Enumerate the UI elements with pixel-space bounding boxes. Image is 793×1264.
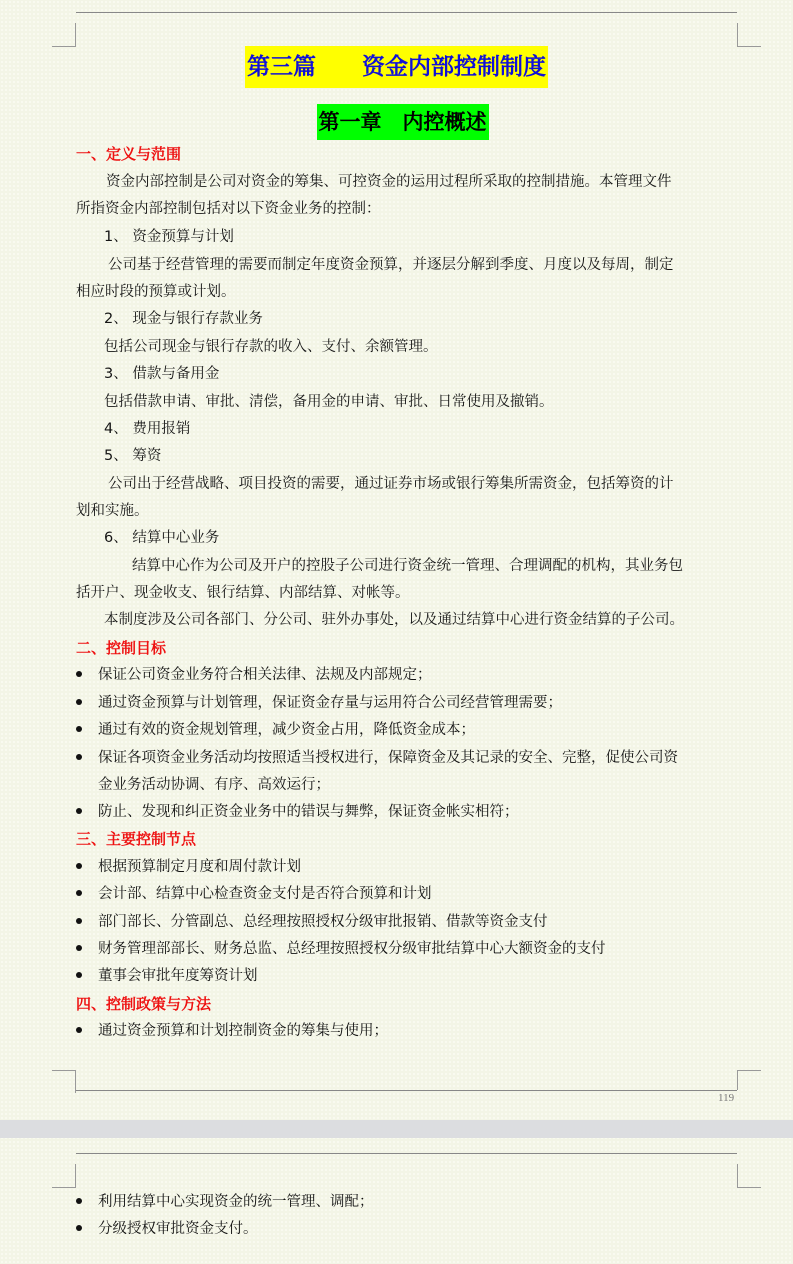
bullet-item <box>76 966 258 986</box>
paragraph-line: 资金内部控制是公司对资金的筹集、可控资金的运用过程所采取的控制措施。本管理文件 <box>106 174 672 190</box>
bullet-text: 部门部长、分管副总、总经理按照授权分级审批报销、借款等资金支付 <box>98 914 548 930</box>
chapter-title-row <box>0 104 793 140</box>
bullet-icon <box>76 945 82 951</box>
crop-mark-bottom-right-h <box>737 1070 761 1071</box>
paragraph-line: 包括借款申请、审批、清偿，备用金的申请、审批、日常使用及撤销。 <box>104 394 554 410</box>
bullet-text: 根据预算制定月度和周付款计划 <box>98 859 301 875</box>
bullet-item <box>76 912 548 932</box>
bullet-item <box>76 802 519 822</box>
bullet-item <box>76 720 475 740</box>
bullet-text: 分级授权审批资金支付。 <box>98 1221 258 1237</box>
bullet-item <box>76 748 678 768</box>
bullet-text: 保证各项资金业务活动均按照适当授权进行，保障资金及其记录的安全、完整，促使公司资 <box>98 750 678 766</box>
list-item-title: 6、 结算中心业务 <box>104 530 220 546</box>
bullet-text: 董事会审批年度筹资计划 <box>98 968 258 984</box>
crop-mark-top-left-v <box>75 23 76 46</box>
bullet-text: 财务管理部部长、财务总监、总经理按照授权分级审批结算中心大额资金的支付 <box>98 941 606 957</box>
bullet-item <box>76 939 606 959</box>
section-heading-control-objectives: 二、控制目标 <box>76 639 167 657</box>
bullet-text: 通过有效的资金规划管理，减少资金占用，降低资金成本； <box>98 722 475 738</box>
section-heading-control-policies: 四、控制政策与方法 <box>76 995 212 1013</box>
bullet-text: 利用结算中心实现资金的统一管理、调配； <box>98 1194 374 1210</box>
bullet-continuation: 金业务活动协调、有序、高效运行； <box>98 777 330 793</box>
bullet-item <box>76 665 432 685</box>
bullet-icon <box>76 890 82 896</box>
crop-mark-top-right-v <box>737 1164 738 1187</box>
list-item-title: 3、 借款与备用金 <box>104 366 220 382</box>
list-item-title: 1、 资金预算与计划 <box>104 229 234 245</box>
bullet-text: 保证公司资金业务符合相关法律、法规及内部规定； <box>98 667 432 683</box>
paragraph-line: 结算中心作为公司及开户的控股子公司进行资金统一管理、合理调配的机构，其业务包 <box>132 558 683 574</box>
bullet-icon <box>76 1225 82 1231</box>
bullet-text: 通过资金预算与计划管理，保证资金存量与运用符合公司经营管理需要； <box>98 695 562 711</box>
bullet-icon <box>76 1198 82 1204</box>
page-number: 119 <box>718 1092 735 1104</box>
crop-mark-top-left-v <box>75 1164 76 1187</box>
section-heading-key-control-points: 三、主要控制节点 <box>76 830 197 848</box>
bullet-icon <box>76 754 82 760</box>
bullet-item <box>76 857 301 877</box>
bullet-text: 防止、发现和纠正资金业务中的错误与舞弊，保证资金帐实相符； <box>98 804 519 820</box>
bullet-icon <box>76 972 82 978</box>
bullet-item <box>76 1192 374 1212</box>
bullet-item <box>76 1021 388 1041</box>
header-rule <box>76 12 737 13</box>
crop-mark-top-right-v <box>737 23 738 46</box>
list-item-title: 4、 费用报销 <box>104 421 191 437</box>
crop-mark-bottom-right-v <box>737 1070 738 1090</box>
paragraph-line: 本制度涉及公司各部门、分公司、驻外办事处，以及通过结算中心进行资金结算的子公司。 <box>104 612 684 628</box>
bullet-icon <box>76 918 82 924</box>
paragraph-line: 公司出于经营战略、项目投资的需要，通过证券市场或银行筹集所需资金，包括筹资的计 <box>108 476 674 492</box>
bullet-item <box>76 884 432 904</box>
bullet-text: 会计部、结算中心检查资金支付是否符合预算和计划 <box>98 886 432 902</box>
bullet-icon <box>76 671 82 677</box>
bullet-icon <box>76 1027 82 1033</box>
paragraph-line: 相应时段的预算或计划。 <box>76 284 236 300</box>
bullet-item <box>76 693 562 713</box>
header-rule <box>76 1153 737 1154</box>
bullet-icon <box>76 863 82 869</box>
crop-mark-top-right-h <box>737 1187 761 1188</box>
part-title: 第三篇 资金内部控制制度 <box>245 46 548 88</box>
paragraph-line: 划和实施。 <box>76 503 149 519</box>
section-heading-definition: 一、定义与范围 <box>76 145 182 163</box>
bullet-icon <box>76 808 82 814</box>
list-item-title: 5、 筹资 <box>104 448 162 464</box>
bullet-text: 通过资金预算和计划控制资金的筹集与使用； <box>98 1023 388 1039</box>
crop-mark-top-left-h <box>52 1187 76 1188</box>
paragraph-line: 包括公司现金与银行存款的收入、支付、余额管理。 <box>104 339 438 355</box>
crop-mark-bottom-left-h <box>52 1070 76 1071</box>
chapter-title: 第一章 内控概述 <box>317 104 489 140</box>
footer-rule <box>76 1090 737 1091</box>
bullet-item <box>76 1219 258 1239</box>
page-break-gap <box>0 1120 793 1138</box>
part-title-row <box>0 46 793 88</box>
bullet-icon <box>76 699 82 705</box>
paragraph-line: 括开户、现金收支、银行结算、内部结算、对帐等。 <box>76 585 410 601</box>
paragraph-line: 公司基于经营管理的需要而制定年度资金预算，并逐层分解到季度、月度以及每周，制定 <box>108 257 674 273</box>
list-item-title: 2、 现金与银行存款业务 <box>104 311 263 327</box>
paragraph-line: 所指资金内部控制包括对以下资金业务的控制： <box>76 201 381 217</box>
bullet-icon <box>76 726 82 732</box>
